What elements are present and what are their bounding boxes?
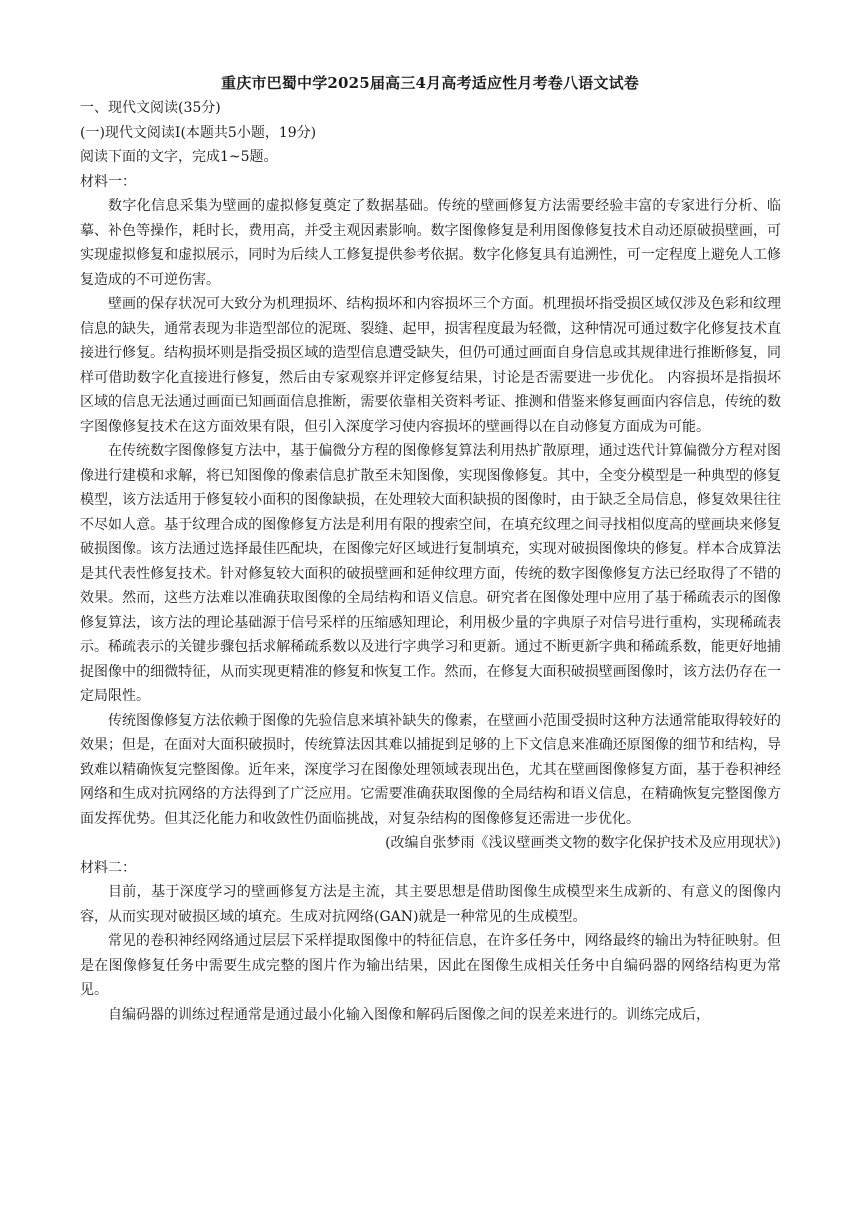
- instruction-text: 阅读下面的文字，完成1~5题。: [80, 149, 278, 165]
- material2-paragraph: 自编码器的训练过程通常是通过最小化输入图像和解码后图像之间的误差来进行的。训练完成后，: [108, 1006, 710, 1023]
- material1-paragraph: 壁画的保存状况可大致分为机理损坏、结构损坏和内容损坏三个方面。机理损坏指受损区域仅涉及色彩和纹理信息的缺失，通常表现为非造型部位的泥斑、裂缝、起甲，损害程度最为轻微，这种情况可通过数字化修复技术直接进行修复。结构损坏则是指受损区域的造型信息遭受缺失，但仍可通过画面自身信息或其规律进行推断修复，同样可借助数字化直接进行修复，然后由专家观察并评定修复结果，讨论是否需要进一步优化。 内容损坏是指损坏区域的信息无法通过画面已知画面信息推断，需要依靠相关资料考证、推测和借鉴来修复画面内容信息，传统的数字图像修复技术在这方面效果有限，但引入深度学习使内容损坏的壁画得以在自动修复方面成为可能。: [80, 296, 781, 435]
- material1-paragraph: 在传统数字图像修复方法中，基于偏微分方程的图像修复算法利用热扩散原理，通过迭代计算偏微分方程对图像进行建模和求解，将已知图像的像素信息扩散至未知图像，实现图像修复。其中，全变分模型是一种典型的修复模型，该方法适用于修复较小面积的图像缺损，在处理较大面积缺损的图像时，由于缺乏全局信息，修复效果往往不尽如人意。基于纹理合成的图像修复方法是利用有限的搜索空间，在填充纹理之间寻找相似度高的壁画块来修复破损图像。该方法通过选择最佳匹配块，在图像完好区域进行复制填充，实现对破损图像块的修复。样本合成算法是其代表性修复技术。针对修复较大面积的破损壁画和延伸纹理方面，传统的数字图像修复方法已经取得了不错的效果。然而，这些方法难以准确获取图像的全局结构和语义信息。研究者在图像处理中应用了基于稀疏表示的图像修复算法，该方法的理论基础源于信号采样的压缩感知理论，利用极少量的字典原子对信号进行重构，实现稀疏表示。稀疏表示的关键步骤包括求解稀疏系数以及进行字典学习和更新。通过不断更新字典和稀疏系数，能更好地捕捉图像中的细微特征，从而实现更精准的修复和恢复工作。然而，在修复大面积破损壁画图像时，该方法仍存在一定局限性。: [80, 443, 781, 704]
- material1-source: (改编自张梦雨《浅议壁画类文物的数字化保护技术及应用现状》): [385, 835, 781, 851]
- material2-paragraph: 目前，基于深度学习的壁画修复方法是主流，其主要思想是借助图像生成模型来生成新的、有意义的图像内容，从而实现对破损区域的填充。生成对抗网络(GAN)就是一种常见的生成模型。: [80, 884, 781, 925]
- material1-paragraph: 传统图像修复方法依赖于图像的先验信息来填补缺失的像素，在壁画小范围受损时这种方法通常能取得较好的效果；但是，在面对大面积破损时，传统算法因其难以捕捉到足够的上下文信息来准确还原图像的细节和结构，导致难以精确恢复完整图像。近年来，深度学习在图像处理领域表现出色，尤其在壁画图像修复方面，基于卷积神经网络和生成对抗网络的方法得到了广泛应用。它需要准确获取图像的全局结构和语义信息，在精确恢复完整图像方面发挥优势。但其泛化能力和收敛性仍面临挑战，对复杂结构的图像修复还需进一步优化。: [80, 712, 781, 827]
- material1-paragraph: 数字化信息采集为壁画的虚拟修复奠定了数据基础。传统的壁画修复方法需要经验丰富的专家进行分析、临摹、补色等操作，耗时长，费用高，并受主观因素影响。数字图像修复是利用图像修复技术自动还原破损壁画，可实现虚拟修复和虚拟展示，同时为后续人工修复提供参考依据。数字化修复具有追溯性，可一定程度上避免人工修复造成的不可逆伤害。: [80, 198, 781, 288]
- material2-paragraph: 常见的卷积神经网络通过层层下采样提取图像中的特征信息，在许多任务中，网络最终的输出为特征映射。但是在图像修复任务中需要生成完整的图片作为输出结果，因此在图像生成相关任务中自编码器的网络结构更为常见。: [80, 933, 781, 998]
- material1-label: 材料一：: [80, 173, 136, 190]
- document-body: [80, 96, 781, 1027]
- section-heading: 一、现代文阅读(35分): [80, 100, 221, 116]
- subsection-heading: (一)现代文阅读Ⅰ(本题共5小题，19分): [80, 124, 317, 141]
- material2-label: 材料二：: [80, 859, 136, 876]
- document-title: 重庆市巴蜀中学2025届高三4月高考适应性月考卷八语文试卷: [221, 74, 639, 92]
